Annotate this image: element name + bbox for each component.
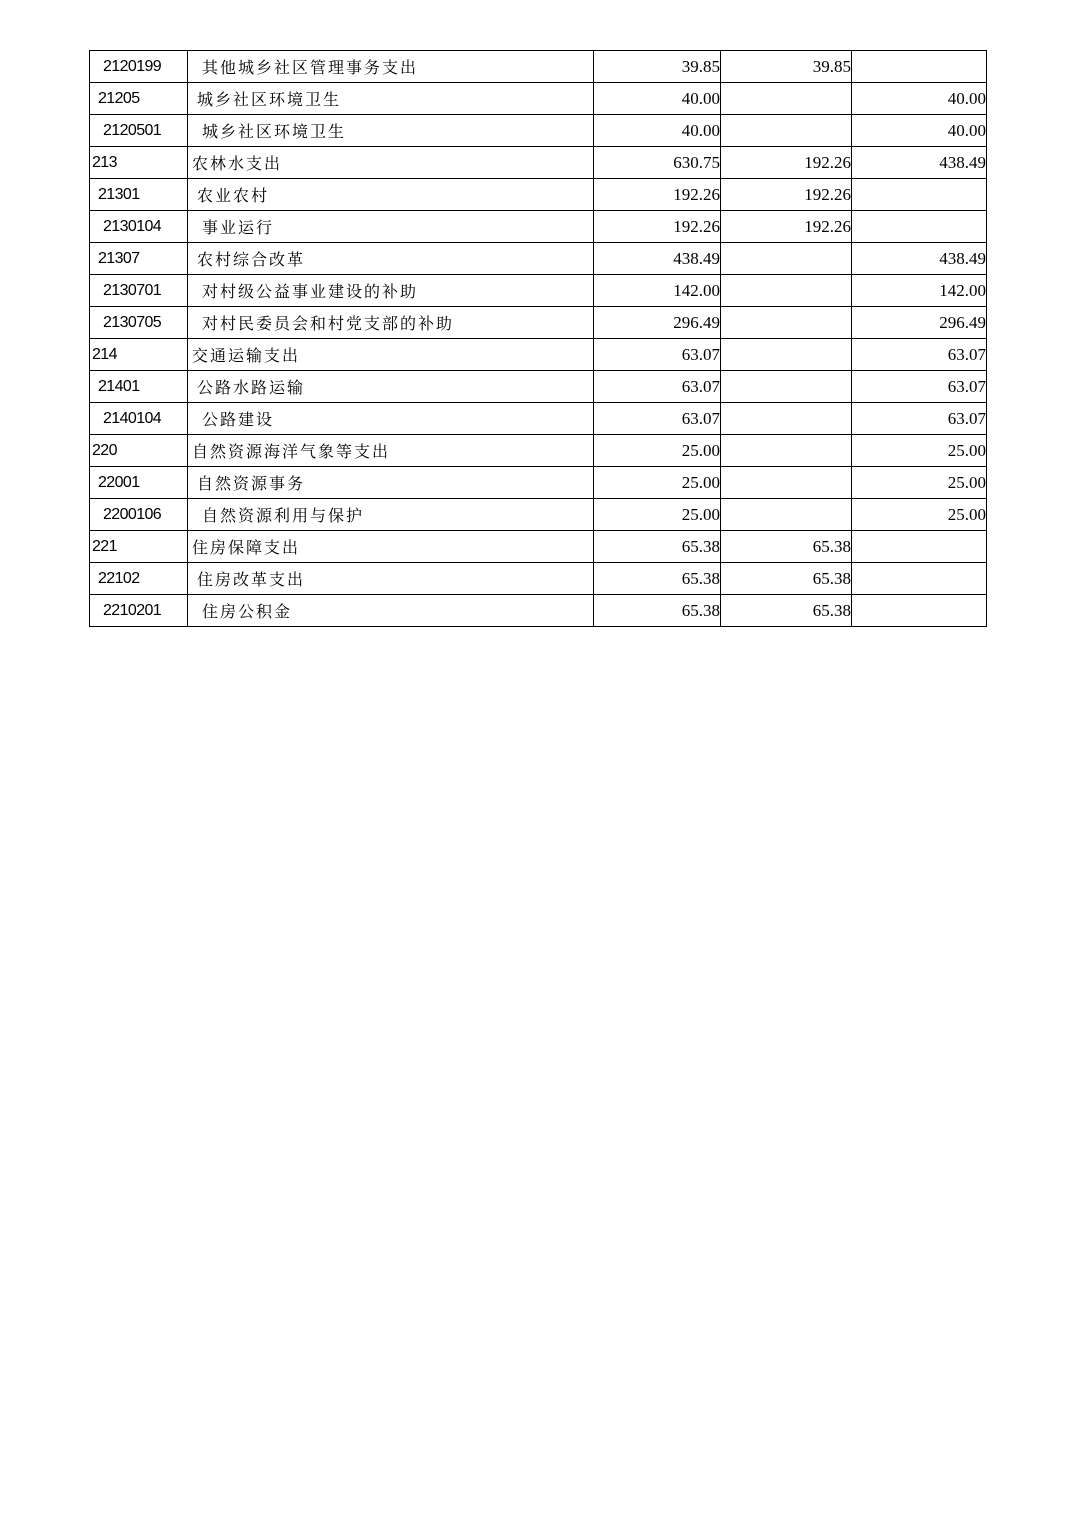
total-amount-cell: 39.85 (594, 51, 721, 83)
basic-expenditure-cell (721, 115, 852, 147)
project-expenditure-cell: 438.49 (852, 243, 987, 275)
project-expenditure-cell: 438.49 (852, 147, 987, 179)
project-expenditure-cell (852, 595, 987, 627)
table-row (90, 563, 987, 595)
table-row (90, 403, 987, 435)
project-expenditure-cell: 40.00 (852, 115, 987, 147)
project-expenditure-cell: 63.07 (852, 339, 987, 371)
project-expenditure-cell (852, 51, 987, 83)
subject-code-cell: 2120199 (90, 51, 188, 83)
basic-expenditure-cell (721, 275, 852, 307)
basic-expenditure-cell: 192.26 (721, 179, 852, 211)
subject-name-cell: 对村级公益事业建设的补助 (188, 275, 594, 307)
subject-code-cell: 21205 (90, 83, 188, 115)
total-amount-cell: 40.00 (594, 115, 721, 147)
table-row (90, 51, 987, 83)
subject-name-cell: 农村综合改革 (188, 243, 594, 275)
subject-code-cell: 2130104 (90, 211, 188, 243)
basic-expenditure-cell: 65.38 (721, 563, 852, 595)
basic-expenditure-cell (721, 467, 852, 499)
subject-code-cell: 2140104 (90, 403, 188, 435)
subject-name-cell: 城乡社区环境卫生 (188, 115, 594, 147)
subject-code-cell: 221 (90, 531, 188, 563)
basic-expenditure-cell (721, 435, 852, 467)
basic-expenditure-cell: 65.38 (721, 531, 852, 563)
project-expenditure-cell (852, 179, 987, 211)
budget-table-body (90, 51, 987, 627)
subject-code-cell: 21301 (90, 179, 188, 211)
table-row (90, 371, 987, 403)
basic-expenditure-cell (721, 243, 852, 275)
subject-name-cell: 公路建设 (188, 403, 594, 435)
subject-name-cell: 住房改革支出 (188, 563, 594, 595)
subject-name-cell: 自然资源海洋气象等支出 (188, 435, 594, 467)
table-row (90, 307, 987, 339)
project-expenditure-cell: 296.49 (852, 307, 987, 339)
table-row (90, 467, 987, 499)
project-expenditure-cell: 142.00 (852, 275, 987, 307)
table-row (90, 147, 987, 179)
total-amount-cell: 65.38 (594, 595, 721, 627)
table-row (90, 83, 987, 115)
subject-code-cell: 2130701 (90, 275, 188, 307)
subject-name-cell: 交通运输支出 (188, 339, 594, 371)
subject-name-cell: 自然资源事务 (188, 467, 594, 499)
total-amount-cell: 630.75 (594, 147, 721, 179)
subject-code-cell: 22102 (90, 563, 188, 595)
table-row (90, 499, 987, 531)
project-expenditure-cell: 63.07 (852, 371, 987, 403)
total-amount-cell: 25.00 (594, 435, 721, 467)
subject-name-cell: 其他城乡社区管理事务支出 (188, 51, 594, 83)
subject-name-cell: 自然资源利用与保护 (188, 499, 594, 531)
project-expenditure-cell (852, 211, 987, 243)
subject-code-cell: 213 (90, 147, 188, 179)
basic-expenditure-cell (721, 403, 852, 435)
subject-code-cell: 21401 (90, 371, 188, 403)
total-amount-cell: 438.49 (594, 243, 721, 275)
total-amount-cell: 296.49 (594, 307, 721, 339)
subject-name-cell: 公路水路运输 (188, 371, 594, 403)
total-amount-cell: 65.38 (594, 563, 721, 595)
basic-expenditure-cell: 39.85 (721, 51, 852, 83)
table-row (90, 211, 987, 243)
table-row (90, 435, 987, 467)
total-amount-cell: 142.00 (594, 275, 721, 307)
subject-code-cell: 2130705 (90, 307, 188, 339)
project-expenditure-cell: 63.07 (852, 403, 987, 435)
total-amount-cell: 25.00 (594, 467, 721, 499)
table-row (90, 179, 987, 211)
subject-name-cell: 住房保障支出 (188, 531, 594, 563)
project-expenditure-cell: 25.00 (852, 435, 987, 467)
basic-expenditure-cell: 192.26 (721, 147, 852, 179)
project-expenditure-cell (852, 563, 987, 595)
total-amount-cell: 65.38 (594, 531, 721, 563)
subject-name-cell: 住房公积金 (188, 595, 594, 627)
subject-name-cell: 农业农村 (188, 179, 594, 211)
project-expenditure-cell: 25.00 (852, 467, 987, 499)
budget-table (89, 50, 987, 627)
subject-code-cell: 2210201 (90, 595, 188, 627)
subject-code-cell: 2120501 (90, 115, 188, 147)
basic-expenditure-cell (721, 83, 852, 115)
subject-name-cell: 城乡社区环境卫生 (188, 83, 594, 115)
total-amount-cell: 192.26 (594, 211, 721, 243)
total-amount-cell: 40.00 (594, 83, 721, 115)
subject-name-cell: 事业运行 (188, 211, 594, 243)
table-row (90, 531, 987, 563)
subject-code-cell: 22001 (90, 467, 188, 499)
basic-expenditure-cell (721, 499, 852, 531)
subject-name-cell: 对村民委员会和村党支部的补助 (188, 307, 594, 339)
project-expenditure-cell: 25.00 (852, 499, 987, 531)
total-amount-cell: 63.07 (594, 371, 721, 403)
table-row (90, 275, 987, 307)
total-amount-cell: 192.26 (594, 179, 721, 211)
project-expenditure-cell (852, 531, 987, 563)
basic-expenditure-cell (721, 339, 852, 371)
project-expenditure-cell: 40.00 (852, 83, 987, 115)
subject-name-cell: 农林水支出 (188, 147, 594, 179)
total-amount-cell: 63.07 (594, 403, 721, 435)
basic-expenditure-cell (721, 307, 852, 339)
basic-expenditure-cell: 65.38 (721, 595, 852, 627)
subject-code-cell: 2200106 (90, 499, 188, 531)
total-amount-cell: 25.00 (594, 499, 721, 531)
table-row (90, 115, 987, 147)
table-row (90, 339, 987, 371)
table-row (90, 243, 987, 275)
basic-expenditure-cell (721, 371, 852, 403)
basic-expenditure-cell: 192.26 (721, 211, 852, 243)
subject-code-cell: 21307 (90, 243, 188, 275)
total-amount-cell: 63.07 (594, 339, 721, 371)
subject-code-cell: 214 (90, 339, 188, 371)
subject-code-cell: 220 (90, 435, 188, 467)
table-row (90, 595, 987, 627)
